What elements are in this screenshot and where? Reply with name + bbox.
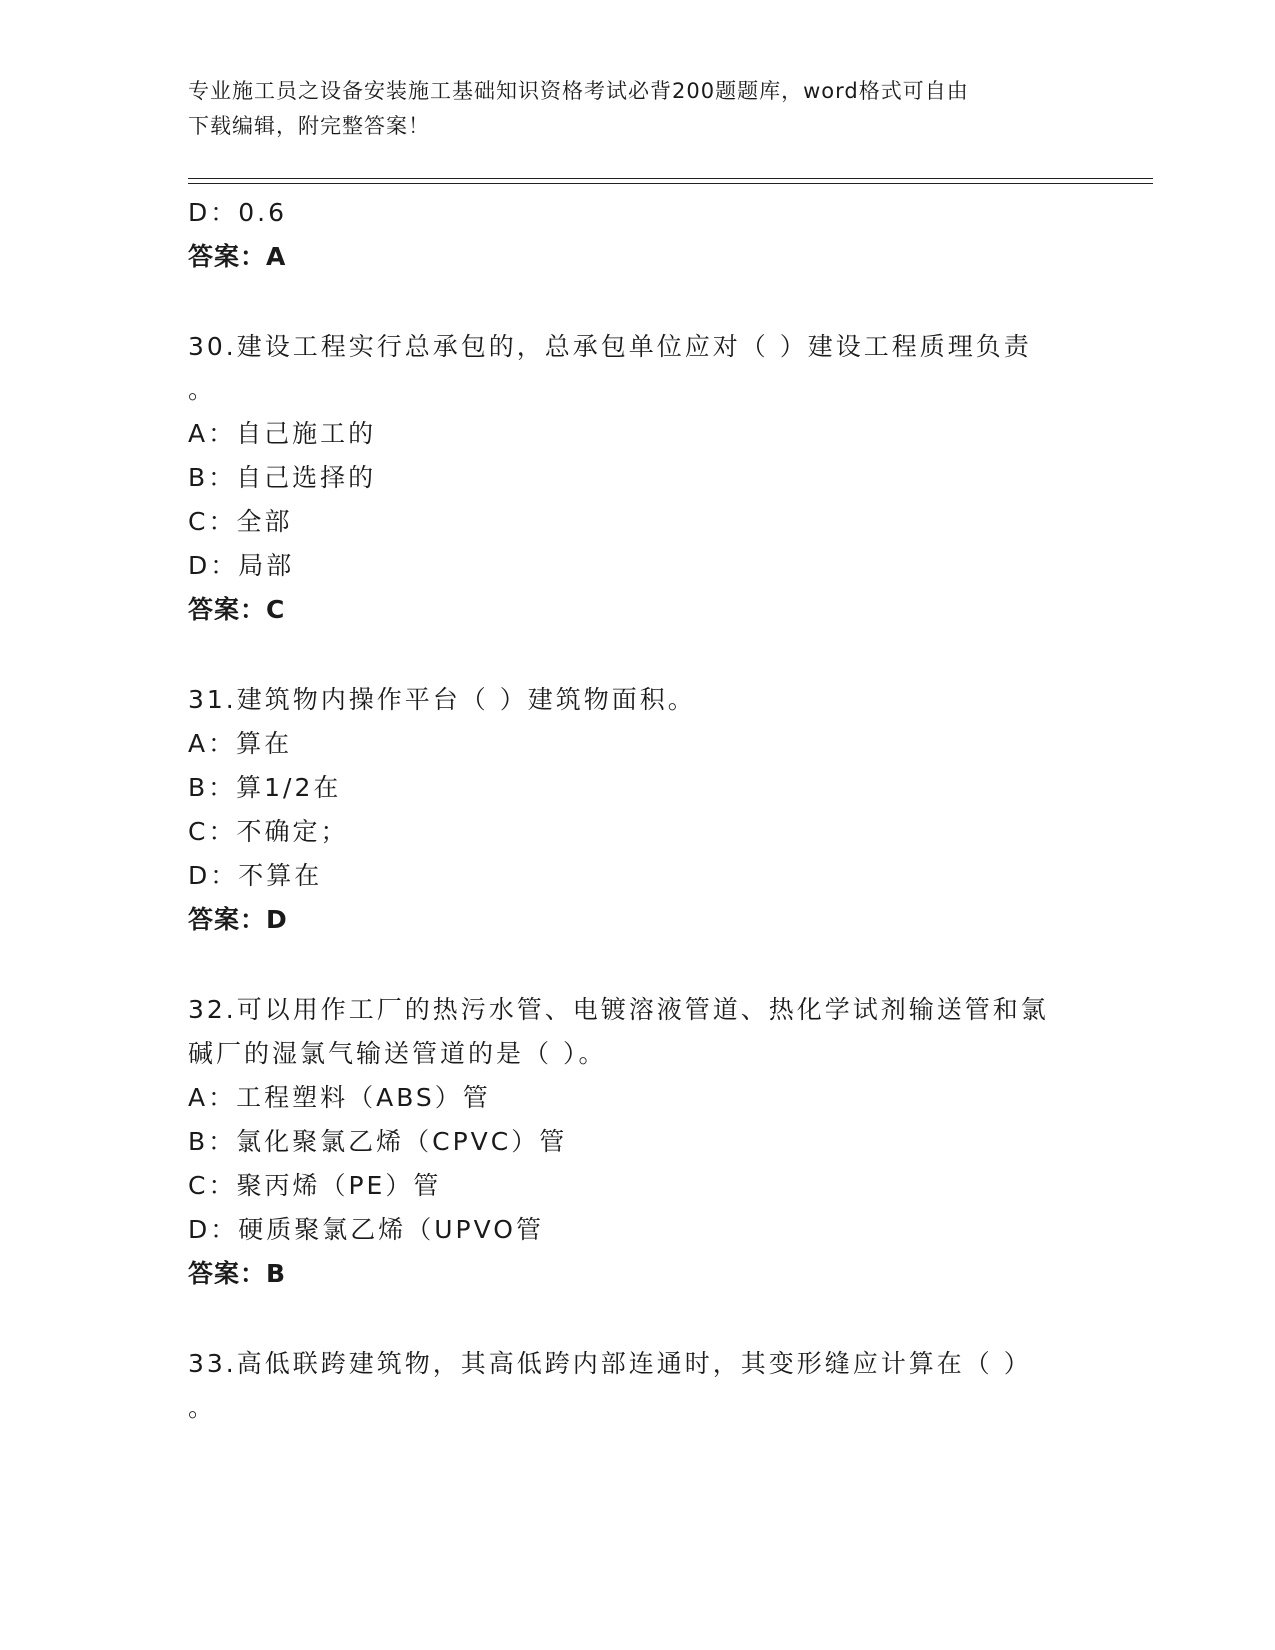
question-31-option-b: B：算1/2在 (188, 773, 342, 802)
question-33-stem-line-1: 33.高低联跨建筑物，其高低跨内部连通时，其变形缝应计算在（ ） (188, 1349, 1032, 1378)
question-32-option-c: C：聚丙烯（PE）管 (188, 1171, 442, 1200)
question-30-option-d: D：局部 (188, 551, 295, 580)
question-30-answer: 答案：C (188, 595, 286, 624)
question-30-stem-line-2: 。 (188, 375, 217, 404)
question-32-answer: 答案：B (188, 1259, 287, 1288)
question-31-answer: 答案：D (188, 905, 288, 934)
question-30-stem-line-1: 30.建设工程实行总承包的，总承包单位应对（ ）建设工程质理负责 (188, 332, 1032, 361)
question-30-option-a: A：自己施工的 (188, 419, 377, 448)
prev-option-d: D：0.6 (188, 198, 288, 227)
question-31-option-c: C：不确定； (188, 817, 349, 846)
question-30-option-b: B：自己选择的 (188, 463, 377, 492)
question-31-option-a: A：算在 (188, 729, 293, 758)
prev-answer: 答案：A (188, 242, 287, 271)
question-32-option-d: D：硬质聚氯乙烯（UPVO管 (188, 1215, 544, 1244)
header-divider-bottom (188, 183, 1153, 184)
question-31-option-d: D：不算在 (188, 861, 323, 890)
header-divider-top (188, 178, 1153, 179)
header-title-line-2: 下载编辑，附完整答案！ (188, 114, 430, 138)
document-header (188, 74, 1068, 144)
question-31-stem-line-1: 31.建筑物内操作平台（ ）建筑物面积。 (188, 685, 696, 714)
question-32-option-a: A：工程塑料（ABS）管 (188, 1083, 491, 1112)
header-title-line-1: 专业施工员之设备安装施工基础知识资格考试必背200题题库，word格式可自由 (188, 79, 969, 103)
question-33-stem-line-2: 。 (188, 1393, 217, 1422)
question-30-option-c: C：全部 (188, 507, 293, 536)
question-32-stem-line-1: 32.可以用作工厂的热污水管、电镀溶液管道、热化学试剂输送管和氯 (188, 995, 1049, 1024)
question-32-stem-line-2: 碱厂的湿氯气输送管道的是（ ）。 (188, 1039, 607, 1068)
question-32-option-b: B：氯化聚氯乙烯（CPVC）管 (188, 1127, 568, 1156)
